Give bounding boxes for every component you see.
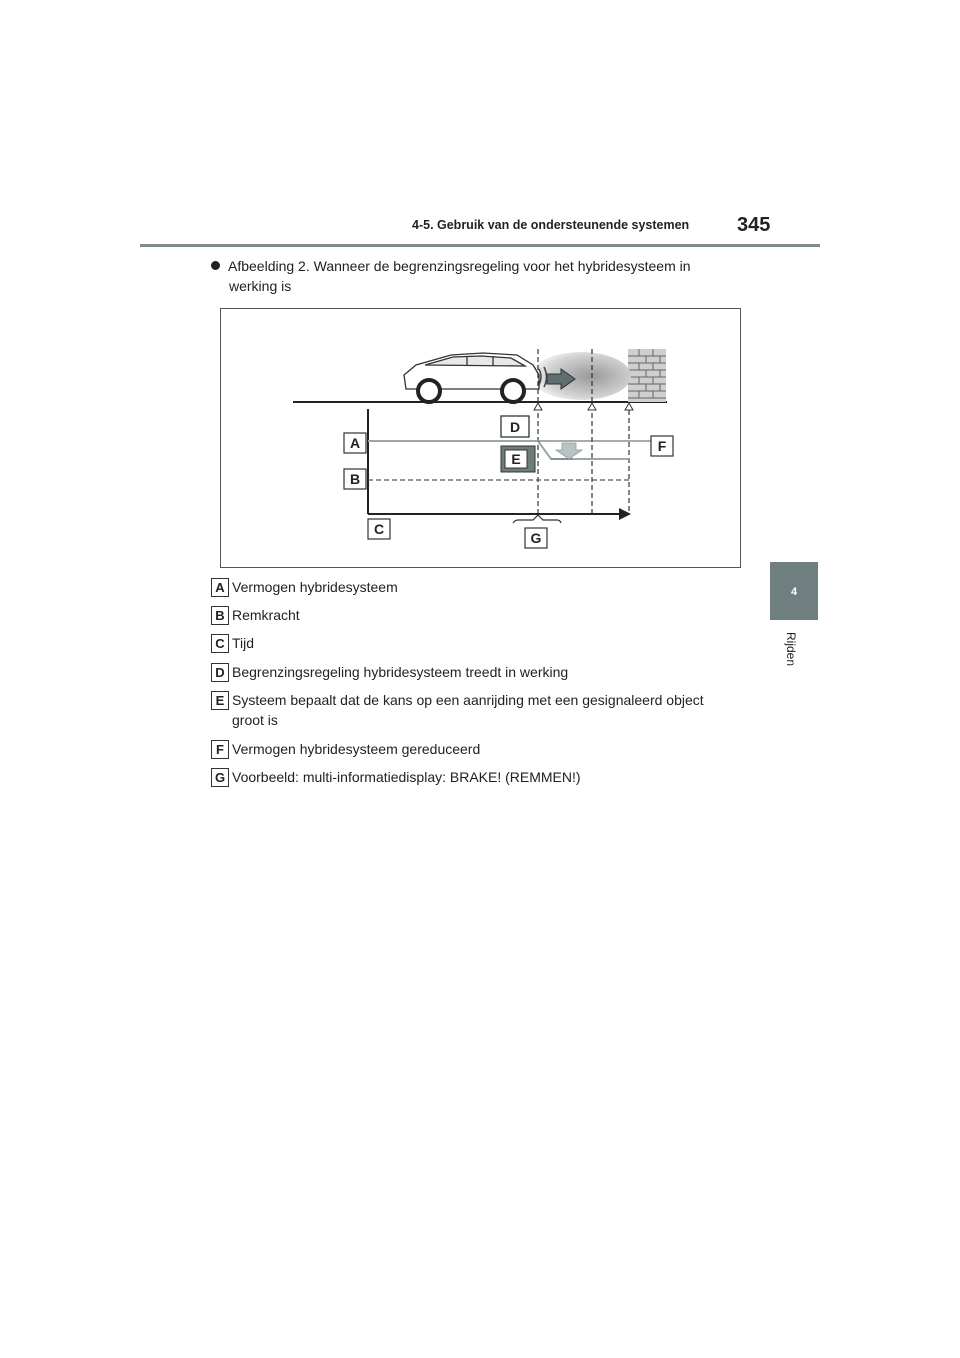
power-line [368, 441, 629, 459]
legend-text-e-cont: groot is [232, 712, 278, 728]
legend-key-e: E [211, 691, 229, 710]
legend-text-f: Vermogen hybridesysteem gereduceerd [232, 741, 481, 757]
legend-item-a [211, 577, 751, 605]
legend-text-e: Systeem bepaalt dat de kans op een aanrijding met een gesignaleerd object [232, 692, 704, 708]
label-a: A [349, 435, 361, 451]
wall-icon [628, 349, 666, 402]
legend-text-g: Voorbeeld: multi-informatiedisplay: BRAKE! (REMMEN!) [232, 769, 581, 785]
caption-line-1: Afbeelding 2. Wanneer de begrenzingsregeling voor het hybridesysteem in [228, 258, 691, 274]
legend-item-g [211, 767, 751, 795]
chapter-label: Rijden [784, 632, 798, 667]
legend-key-a: A [211, 578, 229, 597]
legend-text-b: Remkracht [232, 607, 300, 623]
legend-item-e [211, 690, 751, 739]
legend-text-a: Vermogen hybridesysteem [232, 579, 398, 595]
label-b: B [349, 471, 361, 487]
bullet-icon [211, 261, 220, 270]
label-g: G [530, 530, 542, 546]
page-number: 345 [737, 214, 771, 236]
legend-text-c: Tijd [232, 635, 255, 651]
legend-item-f [211, 739, 751, 767]
reduction-arrow-icon [556, 443, 582, 459]
chapter-tab [770, 562, 818, 620]
label-d: D [509, 419, 521, 435]
car-icon [404, 353, 539, 402]
label-f: F [657, 438, 667, 454]
header-divider [140, 244, 820, 247]
section-title: 4-5. Gebruik van de ondersteunende systemen [412, 218, 690, 232]
legend-key-b: B [211, 606, 229, 625]
legend-key-c: C [211, 634, 229, 653]
figure-diagram [220, 308, 741, 568]
label-c: C [373, 521, 385, 537]
legend-text-d: Begrenzingsregeling hybridesysteem treedt in werking [232, 664, 569, 680]
g-bracket [513, 515, 561, 523]
legend-key-f: F [211, 740, 229, 759]
caption-line-2: werking is [229, 278, 292, 294]
legend-list [211, 577, 751, 795]
legend-item-b [211, 605, 751, 633]
legend-item-d [211, 662, 751, 690]
diagram-svg [221, 309, 740, 567]
label-e: E [511, 451, 521, 467]
legend-key-d: D [211, 663, 229, 682]
figure-caption [211, 256, 731, 296]
legend-key-g: G [211, 768, 229, 787]
chapter-number: 4 [790, 586, 798, 598]
legend-item-c [211, 633, 751, 662]
marker-triangles [534, 403, 633, 410]
